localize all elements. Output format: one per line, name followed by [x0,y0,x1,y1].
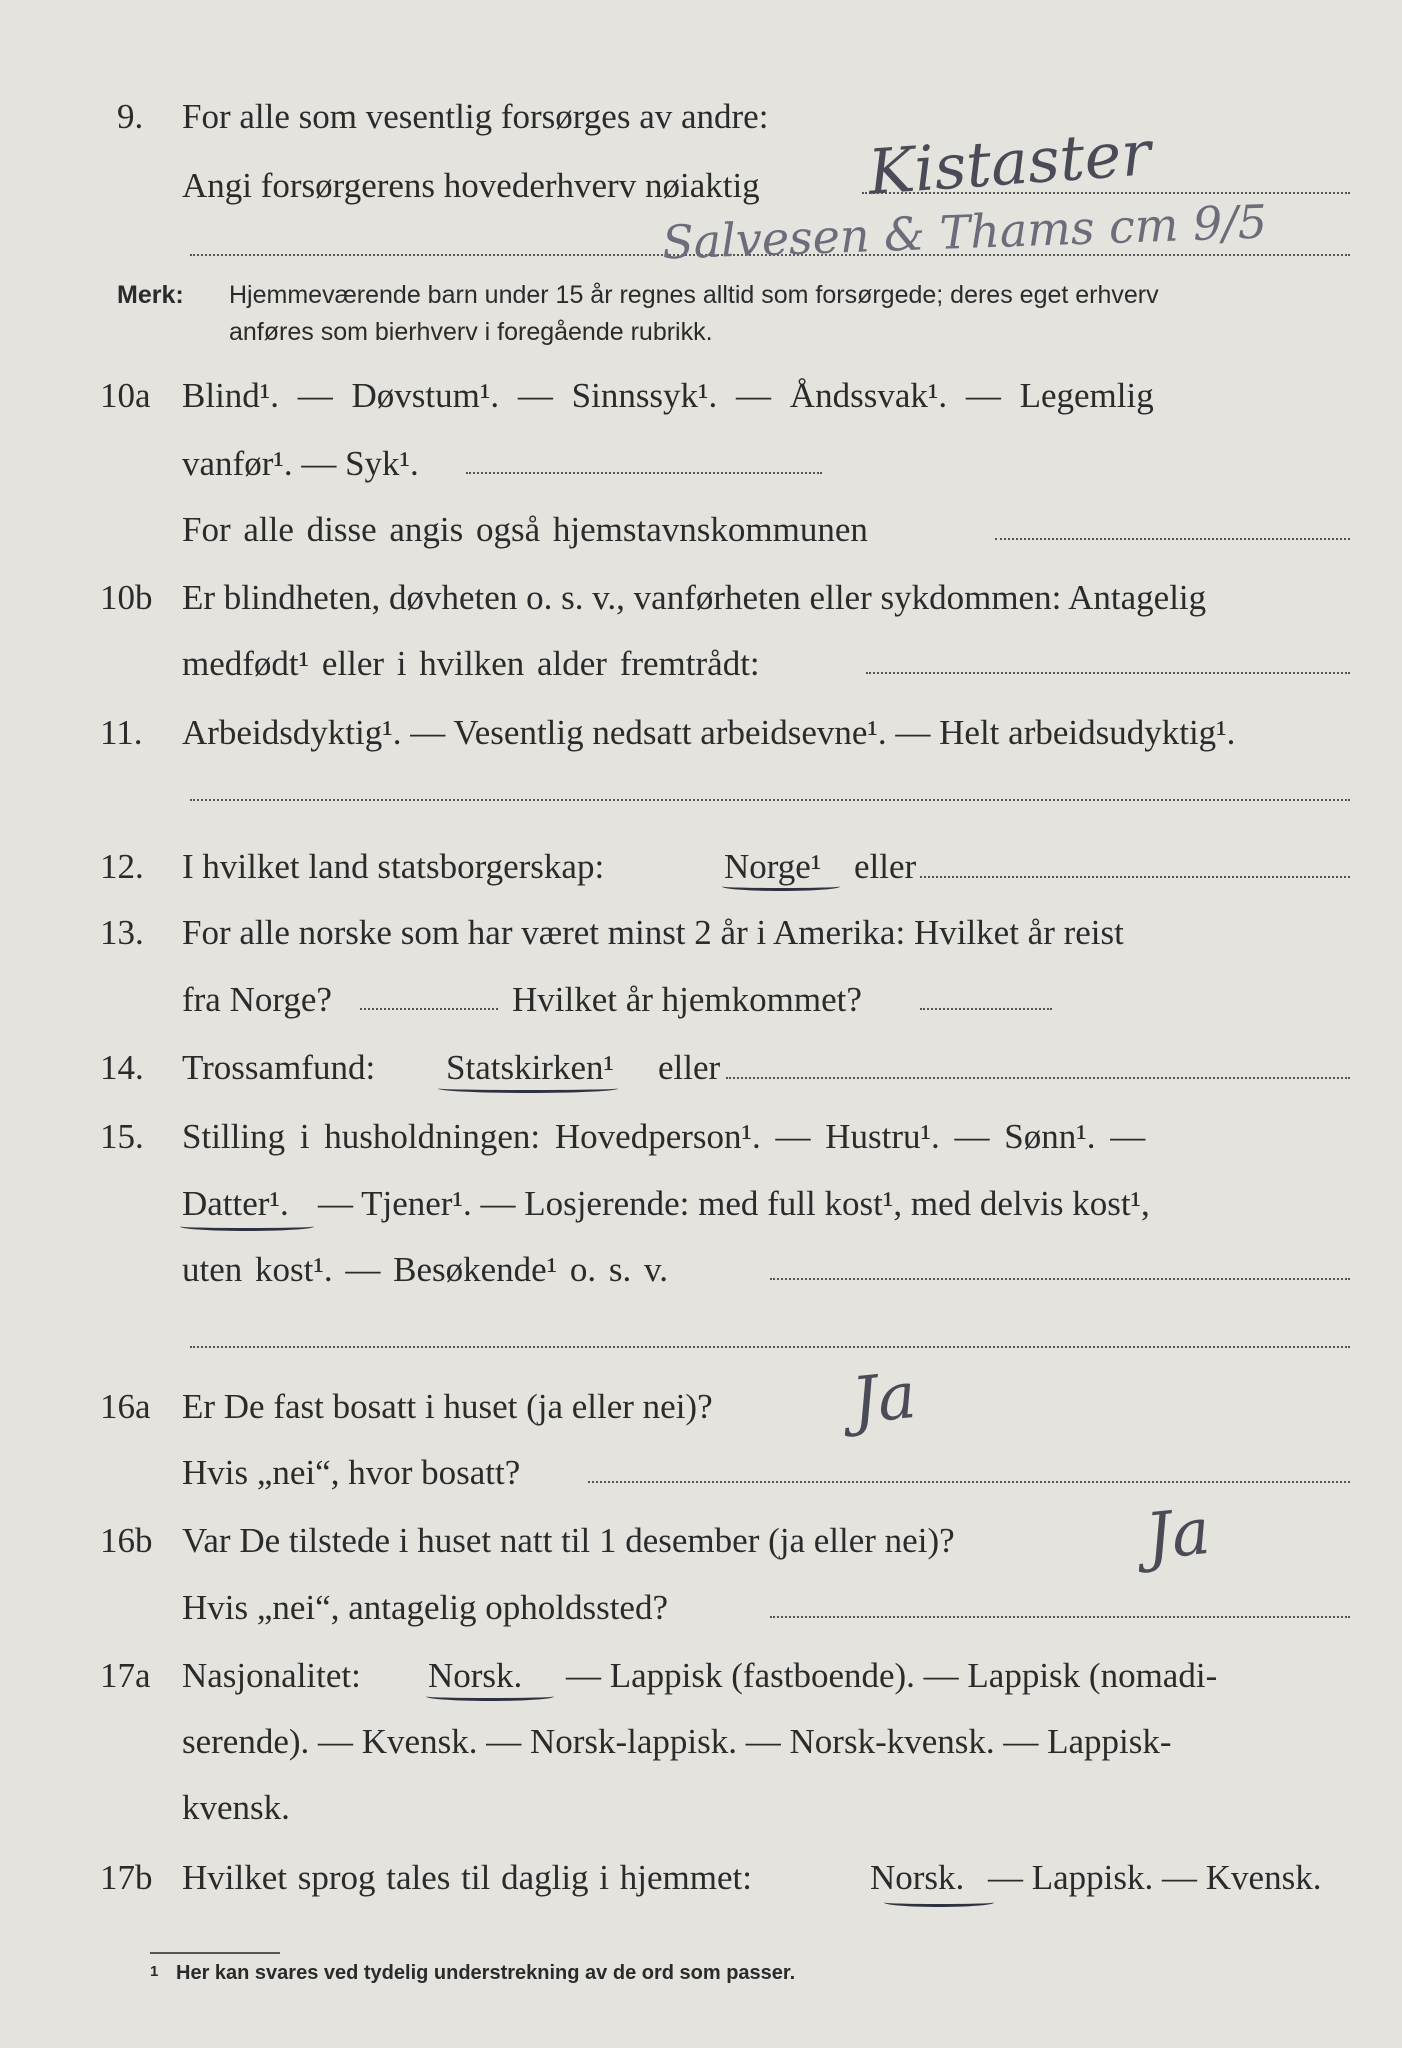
q14-label: Trossamfund: [182,1048,376,1087]
q10b-answer-line [866,672,1350,674]
footnote-text: Her kan svares ved tydelig understrekning av de ord som passer. [176,1962,796,1984]
merk-label: Merk: [117,281,184,309]
footnote-rule [150,1952,280,1954]
q17a-line2: serende). — Kvensk. — Norsk-lappisk. — Norsk-kvensk. — Lappisk- [182,1722,1172,1761]
q10a-line1: Blind¹. — Døvstum¹. — Sinnssyk¹. — Åndssvak¹. — Legemlig [182,376,1154,415]
q11-answer-line [190,799,1350,801]
q13-line2-left: fra Norge? [182,980,332,1019]
q17b-rest: — Lappisk. — Kvensk. [988,1858,1322,1897]
q10a-number: 10a [100,376,151,415]
q16b-line1: Var De tilstede i huset natt til 1 desember (ja eller nei)? [182,1521,955,1560]
q16b-answer-line [770,1616,1350,1618]
q13-line1: For alle norske som har været minst 2 år i Amerika: Hvilket år reist [182,913,1124,952]
q11-number: 11. [100,713,143,752]
q14-choice-statskirken: Statskirken¹ [446,1048,614,1087]
q10a-line3: For alle disse angis også hjemstavnskommunen [182,510,868,549]
q13-number: 13. [100,913,144,952]
q14-answer-line [726,1077,1350,1079]
q15-answer-line-2 [190,1346,1350,1348]
q14-tail: eller [658,1048,721,1087]
q16a-line1: Er De fast bosatt i huset (ja eller nei)? [182,1387,713,1426]
q12-tail: eller [854,847,917,886]
q12-choice-norge: Norge¹ [724,847,822,886]
q10a-line2: vanfør¹. — Syk¹. [182,444,419,483]
q17b-label: Hvilket sprog tales til daglig i hjemmet: [182,1858,752,1897]
q17b-number: 17b [100,1858,153,1897]
q12-number: 12. [100,847,144,886]
q16a-answer-line [588,1481,1350,1483]
q17a-line3: kvensk. [182,1788,290,1827]
q16a-handwritten-answer: Ja [848,1358,920,1440]
merk-line1: Hjemmeværende barn under 15 år regnes alltid som forsørgede; deres eget erhverv [229,281,1159,309]
q15-line2-rest: — Tjener¹. — Losjerende: med full kost¹, med delvis kost¹, [318,1184,1150,1223]
q15-answer-line [770,1278,1350,1280]
q15-line1: Stilling i husholdningen: Hovedperson¹. — Hustru¹. — Sønn¹. — [182,1117,1146,1156]
q14-statskirken-underline [438,1084,618,1093]
q17a-choice-norsk: Norsk. [428,1656,523,1695]
footnote-mark: 1 [150,1963,159,1980]
q15-line3: uten kost¹. — Besøkende¹ o. s. v. [182,1250,669,1289]
q17b-norsk-underline [884,1898,994,1907]
q16b-line2: Hvis „nei“, antagelig opholdssted? [182,1588,668,1627]
q15-datter-underline [180,1222,314,1231]
q14-number: 14. [100,1048,144,1087]
q17a-line1-rest: — Lappisk (fastboende). — Lappisk (nomadi- [566,1656,1218,1695]
q13-returned-year-line [920,1008,1052,1010]
q9-line1: For alle som vesentlig forsørges av andre: [182,97,769,136]
q13-emigrated-year-line [360,1008,498,1010]
q9-handwritten-occupation: Kistaster [865,116,1154,209]
q12-line1: I hvilket land statsborgerskap: [182,847,605,886]
q16b-handwritten-answer: Ja [1142,1494,1214,1576]
q17a-number: 17a [100,1656,151,1695]
q16a-number: 16a [100,1387,151,1426]
q17b-choice-norsk: Norsk. [870,1858,965,1897]
q11-line1: Arbeidsdyktig¹. — Vesentlig nedsatt arbeidsevne¹. — Helt arbeidsudyktig¹. [182,713,1236,752]
q13-line2-right: Hvilket år hjemkommet? [512,980,862,1019]
merk-line2: anføres som bierhverv i foregående rubrikk. [229,318,713,346]
q10b-line2: medfødt¹ eller i hvilken alder fremtrådt: [182,644,760,683]
q9-handwritten-employer: Salvesen & Thams cm 9/5 [661,194,1268,270]
q9-number: 9. [117,97,144,136]
q17a-norsk-underline [426,1692,554,1701]
q17a-label: Nasjonalitet: [182,1656,361,1695]
q10a-sick-line [466,472,822,474]
q12-norge-underline [722,882,840,891]
q9-line2: Angi forsørgerens hovederhverv nøiaktig [182,166,760,205]
q10b-number: 10b [100,578,153,617]
q16a-line2: Hvis „nei“, hvor bosatt? [182,1453,521,1492]
q16b-number: 16b [100,1521,153,1560]
q10b-line1: Er blindheten, døvheten o. s. v., vanførheten eller sykdommen: Antagelig [182,578,1207,617]
q15-choice-datter: Datter¹. [182,1184,289,1223]
q15-number: 15. [100,1117,144,1156]
q12-answer-line [920,876,1350,878]
q10a-home-municipality-line [995,538,1350,540]
